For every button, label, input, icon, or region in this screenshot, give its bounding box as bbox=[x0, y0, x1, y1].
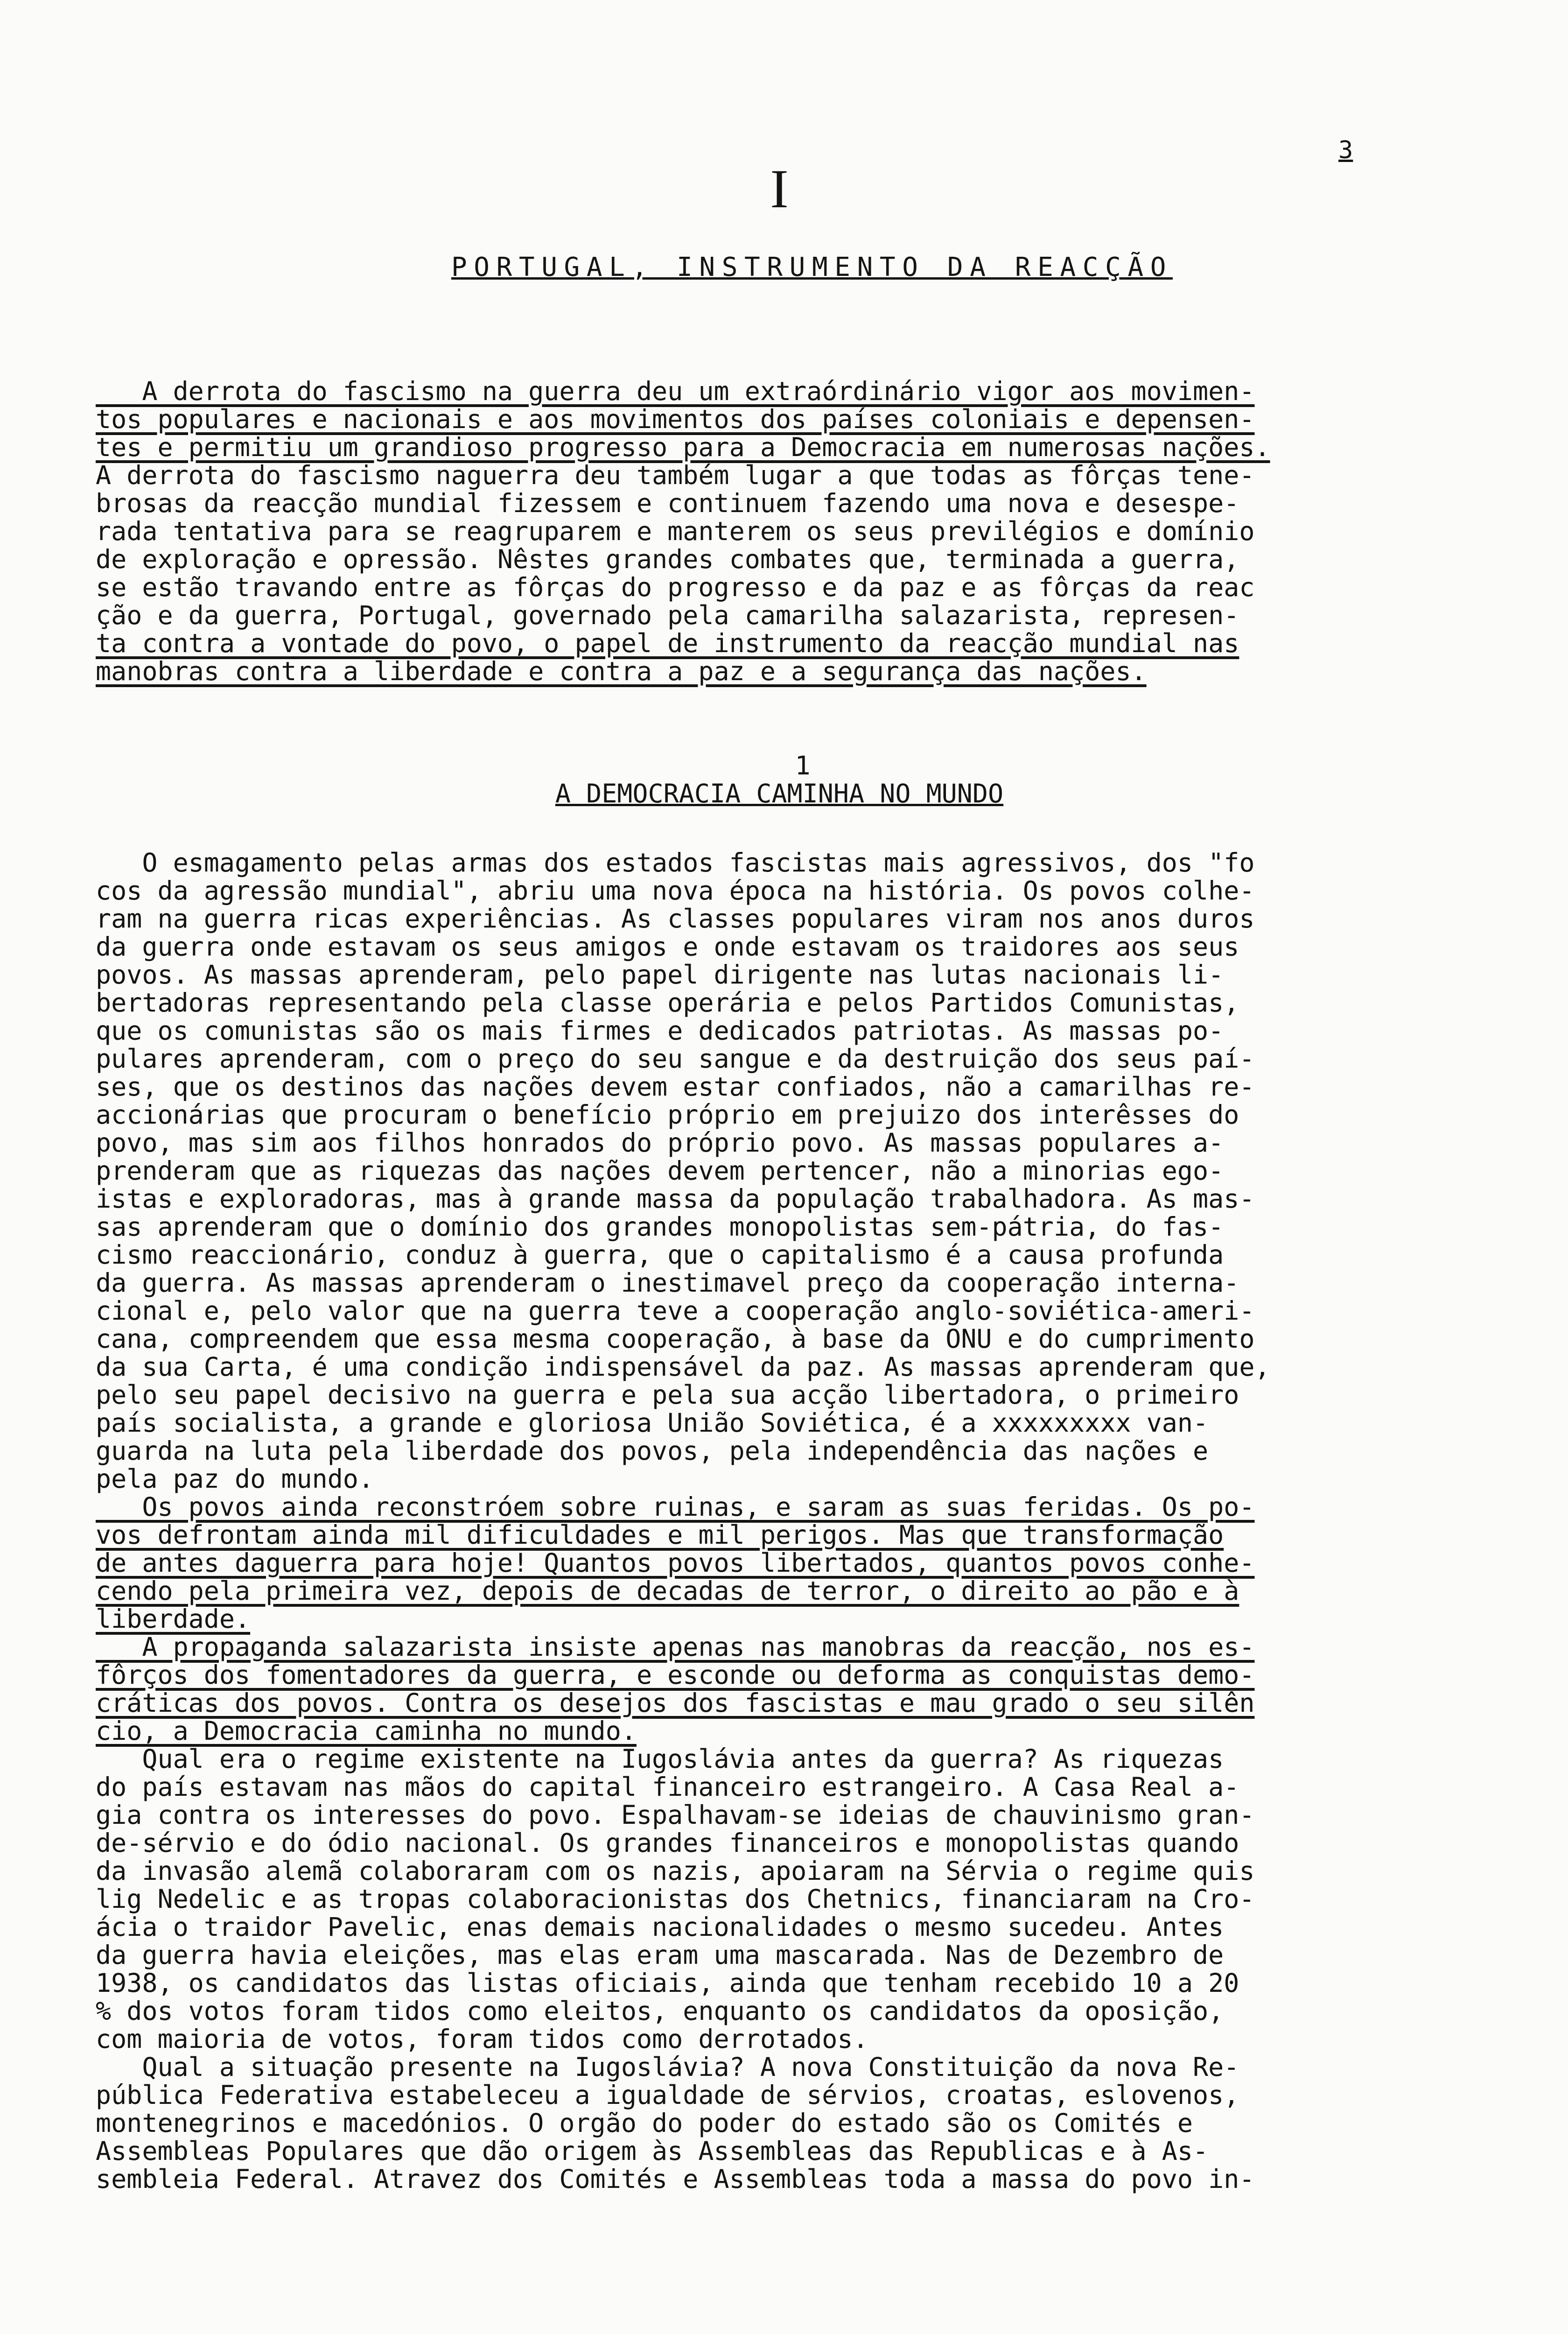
text-line: povo, mas sim aos filhos honrados do próprio povo. As massas populares a- bbox=[96, 1128, 1224, 1158]
text-line: da guerra. As massas aprenderam o inestimavel preço da cooperação interna- bbox=[96, 1268, 1239, 1298]
text-line: Assembleas Populares que dão origem às Assembleas das Republicas e à As- bbox=[96, 2136, 1209, 2166]
text-line: de-sérvio e do ódio nacional. Os grandes financeiros e monopolistas quando bbox=[96, 1828, 1239, 1858]
chapter-numeral: I bbox=[770, 158, 789, 219]
text-line: brosas da reacção mundial fizessem e continuem fazendo uma nova e desespe- bbox=[96, 488, 1239, 518]
text-line: Qual a situação presente na Iugoslávia? A nova Constituição da nova Re- bbox=[96, 2052, 1239, 2082]
section-number: 1 bbox=[795, 751, 811, 780]
text-line: ácia o traidor Pavelic, enas demais nacionalidades o mesmo sucedeu. Antes bbox=[96, 1912, 1224, 1942]
text-line: accionárias que procuram o benefício próprio em prejuizo dos interêsses do bbox=[96, 1100, 1239, 1130]
text-line: gia contra os interesses do povo. Espalhavam-se ideias de chauvinismo gran- bbox=[96, 1800, 1255, 1830]
text-line: de antes daguerra para hoje! Quantos povos libertados, quantos povos conhe- bbox=[96, 1548, 1255, 1578]
text-line: pelo seu papel decisivo na guerra e pela sua acção libertadora, o primeiro bbox=[96, 1380, 1239, 1410]
text-line: A derrota do fascismo na guerra deu um extraórdinário vigor aos movimen- bbox=[96, 376, 1255, 406]
chapter-title: PORTUGAL, INSTRUMENTO DA REACÇÃO bbox=[451, 252, 1173, 282]
text-line: lig Nedelic e as tropas colaboracionistas dos Chetnics, financiaram na Cro- bbox=[96, 1884, 1255, 1914]
text-line: Os povos ainda reconstróem sobre ruinas, e saram as suas feridas. Os po- bbox=[96, 1492, 1255, 1522]
text-line: ses, que os destinos das nações devem estar confiados, não a camarilhas re- bbox=[96, 1072, 1255, 1102]
text-line: da sua Carta, é uma condição indispensável da paz. As massas aprenderam que, bbox=[96, 1352, 1270, 1382]
text-line: cos da agressão mundial", abriu uma nova época na história. Os povos colhe- bbox=[96, 876, 1255, 906]
text-line: ram na guerra ricas experiências. As classes populares viram nos anos duros bbox=[96, 904, 1255, 934]
text-line: montenegrinos e macedónios. O orgão do poder do estado são os Comités e bbox=[96, 2108, 1193, 2138]
text-line: A derrota do fascismo naguerra deu também lugar a que todas as fôrças tene- bbox=[96, 460, 1255, 490]
body-paragraph-2 bbox=[96, 1493, 1477, 1633]
text-line: % dos votos foram tidos como eleitos, enquanto os candidatos da oposição, bbox=[96, 1996, 1224, 2026]
body-paragraph-1 bbox=[96, 849, 1477, 1493]
text-line: país socialista, a grande e gloriosa União Soviética, é a xxxxxxxxx van- bbox=[96, 1408, 1209, 1438]
text-line: com maioria de votos, foram tidos como derrotados. bbox=[96, 2024, 868, 2054]
text-line: bertadoras representando pela classe operária e pelos Partidos Comunistas, bbox=[96, 988, 1239, 1018]
text-line: pela paz do mundo. bbox=[96, 1464, 374, 1494]
text-line: se estão travando entre as fôrças do progresso e da paz e as fôrças da reac bbox=[96, 572, 1255, 602]
text-line: sembleia Federal. Atravez dos Comités e Assembleas toda a massa do povo in- bbox=[96, 2164, 1255, 2194]
text-line: rada tentativa para se reagruparem e manterem os seus previlégios e domínio bbox=[96, 516, 1255, 546]
text-line: istas e exploradoras, mas à grande massa da população trabalhadora. As mas- bbox=[96, 1184, 1255, 1214]
intro-paragraph bbox=[96, 377, 1477, 685]
text-line: vos defrontam ainda mil dificuldades e mil perigos. Mas que transformação bbox=[96, 1520, 1224, 1550]
text-line: da invasão alemã colaboraram com os nazis, apoiaram na Sérvia o regime quis bbox=[96, 1856, 1255, 1886]
text-line: do país estavam nas mãos do capital financeiro estrangeiro. A Casa Real a- bbox=[96, 1772, 1239, 1802]
text-line: da guerra onde estavam os seus amigos e onde estavam os traidores aos seus bbox=[96, 932, 1239, 962]
text-line: cendo pela primeira vez, depois de decadas de terror, o direito ao pão e à bbox=[96, 1576, 1239, 1606]
text-line: tes e permitiu um grandioso progresso para a Democracia em numerosas nações. bbox=[96, 432, 1270, 462]
text-line: liberdade. bbox=[96, 1604, 251, 1634]
text-line: manobras contra a liberdade e contra a paz e a segurança das nações. bbox=[96, 656, 1147, 686]
text-line: cráticas dos povos. Contra os desejos dos fascistas e mau grado o seu silên bbox=[96, 1688, 1255, 1718]
text-line: da guerra havia eleições, mas elas eram uma mascarada. Nas de Dezembro de bbox=[96, 1940, 1224, 1970]
text-line: guarda na luta pela liberdade dos povos, pela independência das nações e bbox=[96, 1436, 1209, 1466]
text-line: ção e da guerra, Portugal, governado pela camarilha salazarista, represen- bbox=[96, 600, 1239, 630]
text-line: Qual era o regime existente na Iugoslávia antes da guerra? As riquezas bbox=[96, 1744, 1224, 1774]
text-line: sas aprenderam que o domínio dos grandes monopolistas sem-pátria, do fas- bbox=[96, 1212, 1224, 1242]
text-line: cismo reaccionário, conduz à guerra, que o capitalismo é a causa profunda bbox=[96, 1240, 1224, 1270]
text-line: O esmagamento pelas armas dos estados fascistas mais agressivos, dos "fo bbox=[96, 848, 1255, 878]
text-line: que os comunistas são os mais firmes e dedicados patriotas. As massas po- bbox=[96, 1016, 1224, 1046]
text-line: tos populares e nacionais e aos movimentos dos países coloniais e depensen- bbox=[96, 404, 1255, 434]
text-line: cional e, pelo valor que na guerra teve a cooperação anglo-soviética-ameri- bbox=[96, 1296, 1255, 1326]
text-line: pulares aprenderam, com o preço do seu sangue e da destruição dos seus paí- bbox=[96, 1044, 1255, 1074]
text-line: de exploração e opressão. Nêstes grandes combates que, terminada a guerra, bbox=[96, 544, 1239, 574]
text-line: prenderam que as riquezas das nações devem pertencer, não a minorias ego- bbox=[96, 1156, 1224, 1186]
text-line: povos. As massas aprenderam, pelo papel dirigente nas lutas nacionais li- bbox=[96, 960, 1224, 990]
text-line: pública Federativa estabeleceu a igualdade de sérvios, croatas, eslovenos, bbox=[96, 2080, 1239, 2110]
text-line: cio, a Democracia caminha no mundo. bbox=[96, 1716, 637, 1746]
text-line: fôrços dos fomentadores da guerra, e esconde ou deforma as conquistas demo- bbox=[96, 1660, 1255, 1690]
text-line: A propaganda salazarista insiste apenas nas manobras da reacção, nos es- bbox=[96, 1632, 1255, 1662]
text-line: ta contra a vontade do povo, o papel de instrumento da reacção mundial nas bbox=[96, 628, 1239, 658]
text-line: 1938, os candidatos das listas oficiais, ainda que tenham recebido 10 a 20 bbox=[96, 1968, 1239, 1998]
page-number: 3 bbox=[1338, 136, 1353, 164]
text-line: cana, compreendem que essa mesma cooperação, à base da ONU e do cumprimento bbox=[96, 1324, 1255, 1354]
section-title: A DEMOCRACIA CAMINHA NO MUNDO bbox=[555, 779, 1004, 808]
body-paragraph-5 bbox=[96, 2053, 1477, 2193]
body-paragraph-3 bbox=[96, 1633, 1477, 1745]
body-paragraph-4 bbox=[96, 1745, 1477, 2053]
